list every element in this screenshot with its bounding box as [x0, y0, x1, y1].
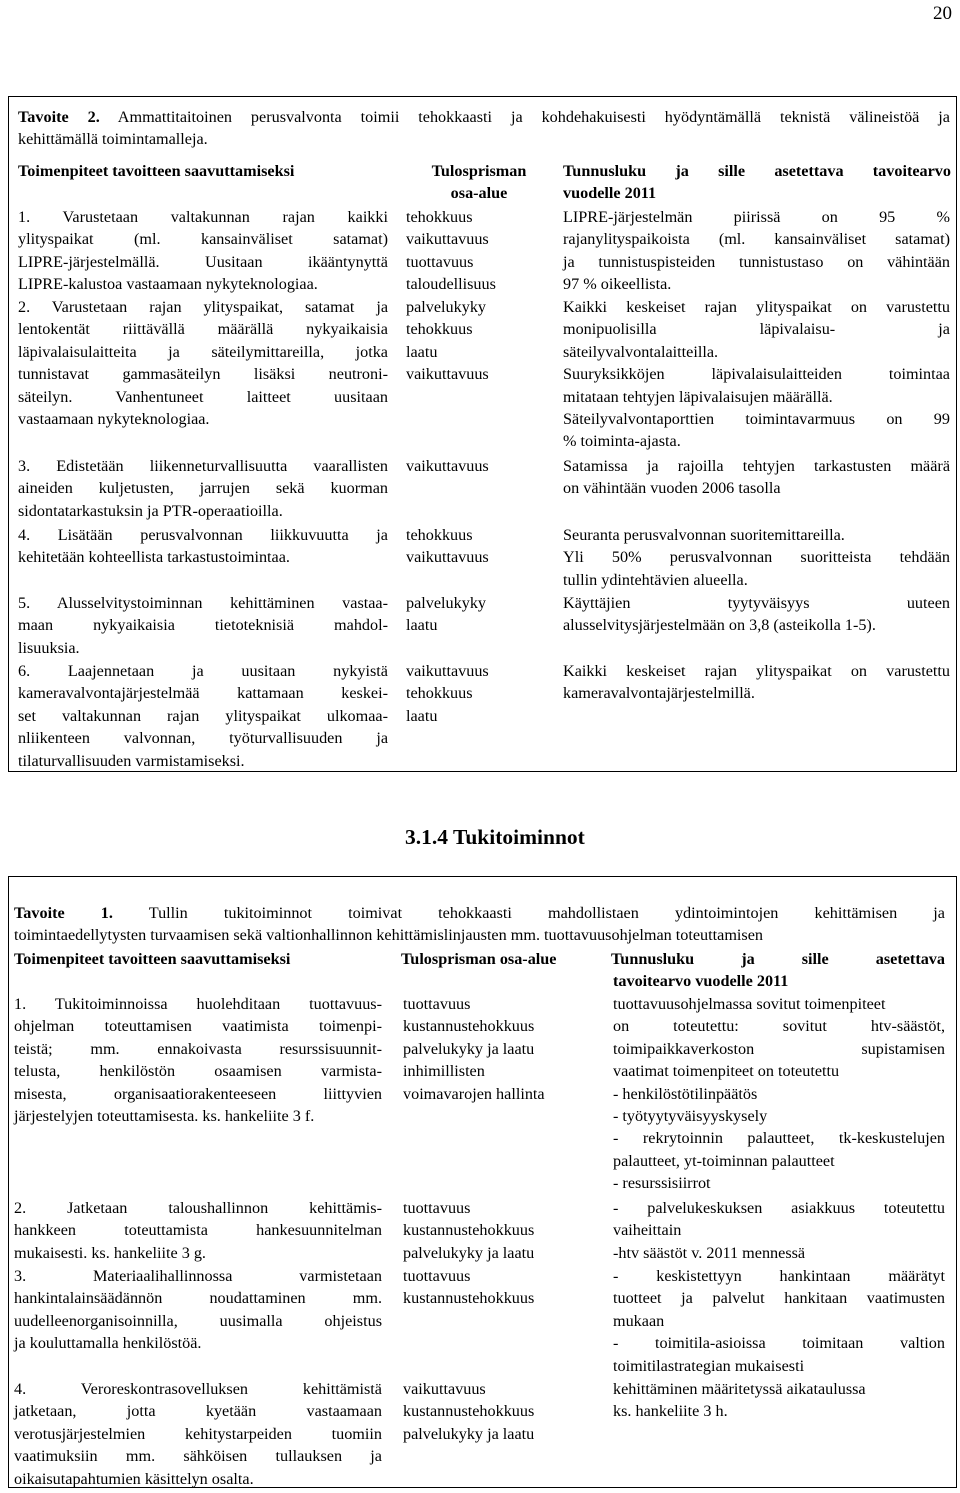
- indicator-4: Seuranta perusvalvonnan suoritemittareilla. Yli 50% perusvalvonnan suoritteista tehdään tullin ydintehtävien alueella.: [563, 526, 950, 589]
- support-goal-label: Tavoite 1.: [14, 904, 113, 922]
- header-prism-area: Tulosprisman osa-alue: [431, 162, 527, 203]
- support-indicator-1: tuottavuusohjelmassa sovitut toimenpiteet on toteutettu: sovitut htv-säästöt, toimipaikkaverkoston supistamisen vaatimat toimenpiteet on toteutettu - henkilöstötilinpäätös - työtyytyväisyyskysely - rekrytoinnin palautteet, tk-keskustelujen palautteet, yt-toiminnan palautteet - resurssisiirrot: [613, 995, 945, 1193]
- indicator-3: Satamissa ja rajoilla tehtyjen tarkastusten määrä on vähintään vuoden 2006 tasolla: [563, 457, 950, 498]
- support-header-indicator: Tunnusluku ja sille asetettava tavoitearvo vuodelle 2011: [611, 950, 945, 991]
- support-measure-1: 1. Tukitoiminnoissa huolehditaan tuottavuus- ohjelman toteuttamisen vaatimista toimenpi- teistä; mm. ennakoivasta resurssisuunnit- telusta, henkilöstön osaamisen varmista- misesta, organisaatiorakenteeseen liittyvien järjestelyjen toteuttamisesta. ks. hankeliite 3 f.: [14, 995, 382, 1126]
- indicator-2: Kaikki keskeiset rajan ylityspaikat on varustettu monipuolisilla läpivalaisu- ja säteilyvalvontalaitteilla. Suuryksikköjen läpivalaisulaitteiden toimintaa mitataan tehtyjen läpivalaisujen määrällä. Säteilyvalvontaporttien toimintavarmuus on 99 % toiminta-ajasta.: [563, 298, 950, 451]
- prism-area-1: tehokkuus vaikuttavuus tuottavuus taloudellisuus: [406, 208, 496, 294]
- support-prism-area-1: tuottavuus kustannustehokkuus palvelukyky ja laatu inhimillisten voimavarojen hallinta: [403, 995, 545, 1103]
- support-prism-area-2: tuottavuus kustannustehokkuus palvelukyky ja laatu: [403, 1199, 535, 1262]
- goal-text: Ammattitaitoinen perusvalvonta toimii tehokkaasti ja kohdehakuisesti hyödyntämällä teknistä välineistöä ja: [117, 108, 950, 126]
- prism-area-5: palvelukyky laatu: [406, 594, 487, 635]
- support-goal-text-continued: toimintaedellytysten turvaamisen sekä valtionhallinnon kehittämislinjausten mm. tuottavuusohjelman toteuttamisen: [14, 926, 763, 945]
- support-indicator-3: - keskistettyyn hankintaan määrätyt tuotteet ja palvelut hankitaan vaatimusten mukaan - toimitila-asioissa toimitaan valtion toimitilastrategian mukaisesti: [613, 1267, 945, 1375]
- measure-2: 2. Varustetaan rajan ylityspaikat, satamat ja lentokentät riittävällä määrällä nykyaikaisia läpivalaisulaitteita ja säteilymittareilla, jotka tunnistavat gammasäteilyn lisäksi neutroni- säteilyn. Vanhentuneet laitteet uusitaan vastaamaan nykyteknologiaa.: [18, 298, 388, 429]
- goal-text-continued: kehittämällä toimintamalleja.: [18, 130, 208, 149]
- goal-label: Tavoite 2.: [18, 108, 100, 126]
- measure-5: 5. Alusselvitystoiminnan kehittäminen vastaa- maan nykyaikaisia tietoteknisiä mahdol- lisuuksia.: [18, 594, 388, 657]
- support-measure-4: 4. Veroreskontrasovelluksen kehittämistä jatketaan, jotta kyetään vastaamaan verotusjärjestelmien kehitystarpeiden tuomiin vaatimuksiin mm. sähköisen tullauksen ja oikaisutapahtumien käsittelyn osalta.: [14, 1380, 382, 1488]
- support-indicator-4: kehittäminen määritetyssä aikataulussa ks. hankeliite 3 h.: [613, 1380, 866, 1421]
- prism-area-4: tehokkuus vaikuttavuus: [406, 526, 489, 567]
- prism-area-2: palvelukyky tehokkuus laatu vaikuttavuus: [406, 298, 489, 384]
- section-heading: 3.1.4 Tukitoiminnot: [405, 825, 585, 849]
- indicator-1: LIPRE-järjestelmän piirissä on 95 % rajanylityspaikoista (ml. kansainväliset satamat) ja tunnistuspisteiden tunnistustaso on vähintään 97 % oikeellista.: [563, 208, 950, 294]
- support-indicator-2: - palvelukeskuksen asiakkuus toteutettu vaiheittain -htv säästöt v. 2011 mennessä: [613, 1199, 945, 1262]
- support-prism-area-4: vaikuttavuus kustannustehokkuus palvelukyky ja laatu: [403, 1380, 535, 1443]
- page-number: 20: [933, 3, 952, 24]
- support-header-measures: Toimenpiteet tavoitteen saavuttamiseksi: [14, 950, 291, 968]
- indicator-5: Käyttäjien tyytyväisyys uuteen alusselvitysjärjestelmään on 3,8 (asteikolla 1-5).: [563, 594, 950, 635]
- support-measure-2: 2. Jatketaan taloushallinnon kehittämis- hankkeen toteuttamista hankesuunnitelman mukaisesti. ks. hankeliite 3 g.: [14, 1199, 382, 1262]
- support-prism-area-3: tuottavuus kustannustehokkuus: [403, 1267, 535, 1308]
- measure-4: 4. Lisätään perusvalvonnan liikkuvuutta ja kehitetään kohteellista tarkastustoimintaa.: [18, 526, 388, 567]
- support-goal-text: Tullin tukitoiminnot toimivat tehokkaasti mahdollistaen ydintoimintojen kehittämisen ja: [148, 904, 945, 922]
- support-header-prism-area: Tulosprisman osa-alue: [401, 950, 557, 968]
- prism-area-3: vaikuttavuus: [406, 457, 489, 475]
- support-goal-statement: [14, 902, 945, 947]
- support-measure-3: 3. Materiaalihallinnossa varmistetaan hankintalainsäädännön noudattaminen mm. uudelleenorganisoinnilla, uusimalla ohjeistus ja kouluttamalla henkilöstöä.: [14, 1267, 382, 1353]
- prism-area-6: vaikuttavuus tehokkuus laatu: [406, 662, 489, 725]
- header-indicator: Tunnusluku ja sille asetettava tavoitearvo vuodelle 2011: [563, 162, 951, 203]
- indicator-6: Kaikki keskeiset rajan ylityspaikat on varustettu kameravalvontajärjestelmillä.: [563, 662, 950, 703]
- measure-1: 1. Varustetaan valtakunnan rajan kaikki ylityspaikat (ml. kansainväliset satamat) LIPRE-järjestelmällä. Uusitaan ikääntynyttä LIPRE-kalustoa vastaamaan nykyteknologiaa.: [18, 208, 388, 294]
- measure-6: 6. Laajennetaan ja uusitaan nykyistä kameravalvontajärjestelmää kattamaan keskei- set valtakunnan rajan ylityspaikat ulkomaa- nliikenteen valvonnan, työturvallisuuden ja tilaturvallisuuden varmistamiseksi.: [18, 662, 388, 770]
- goal-statement: [18, 106, 950, 151]
- header-measures: Toimenpiteet tavoitteen saavuttamiseksi: [18, 162, 295, 180]
- measure-3: 3. Edistetään liikenneturvallisuutta vaarallisten aineiden kuljetusten, jarrujen sekä kuorman sidontatarkastuksin ja PTR-operaatioilla.: [18, 457, 388, 520]
